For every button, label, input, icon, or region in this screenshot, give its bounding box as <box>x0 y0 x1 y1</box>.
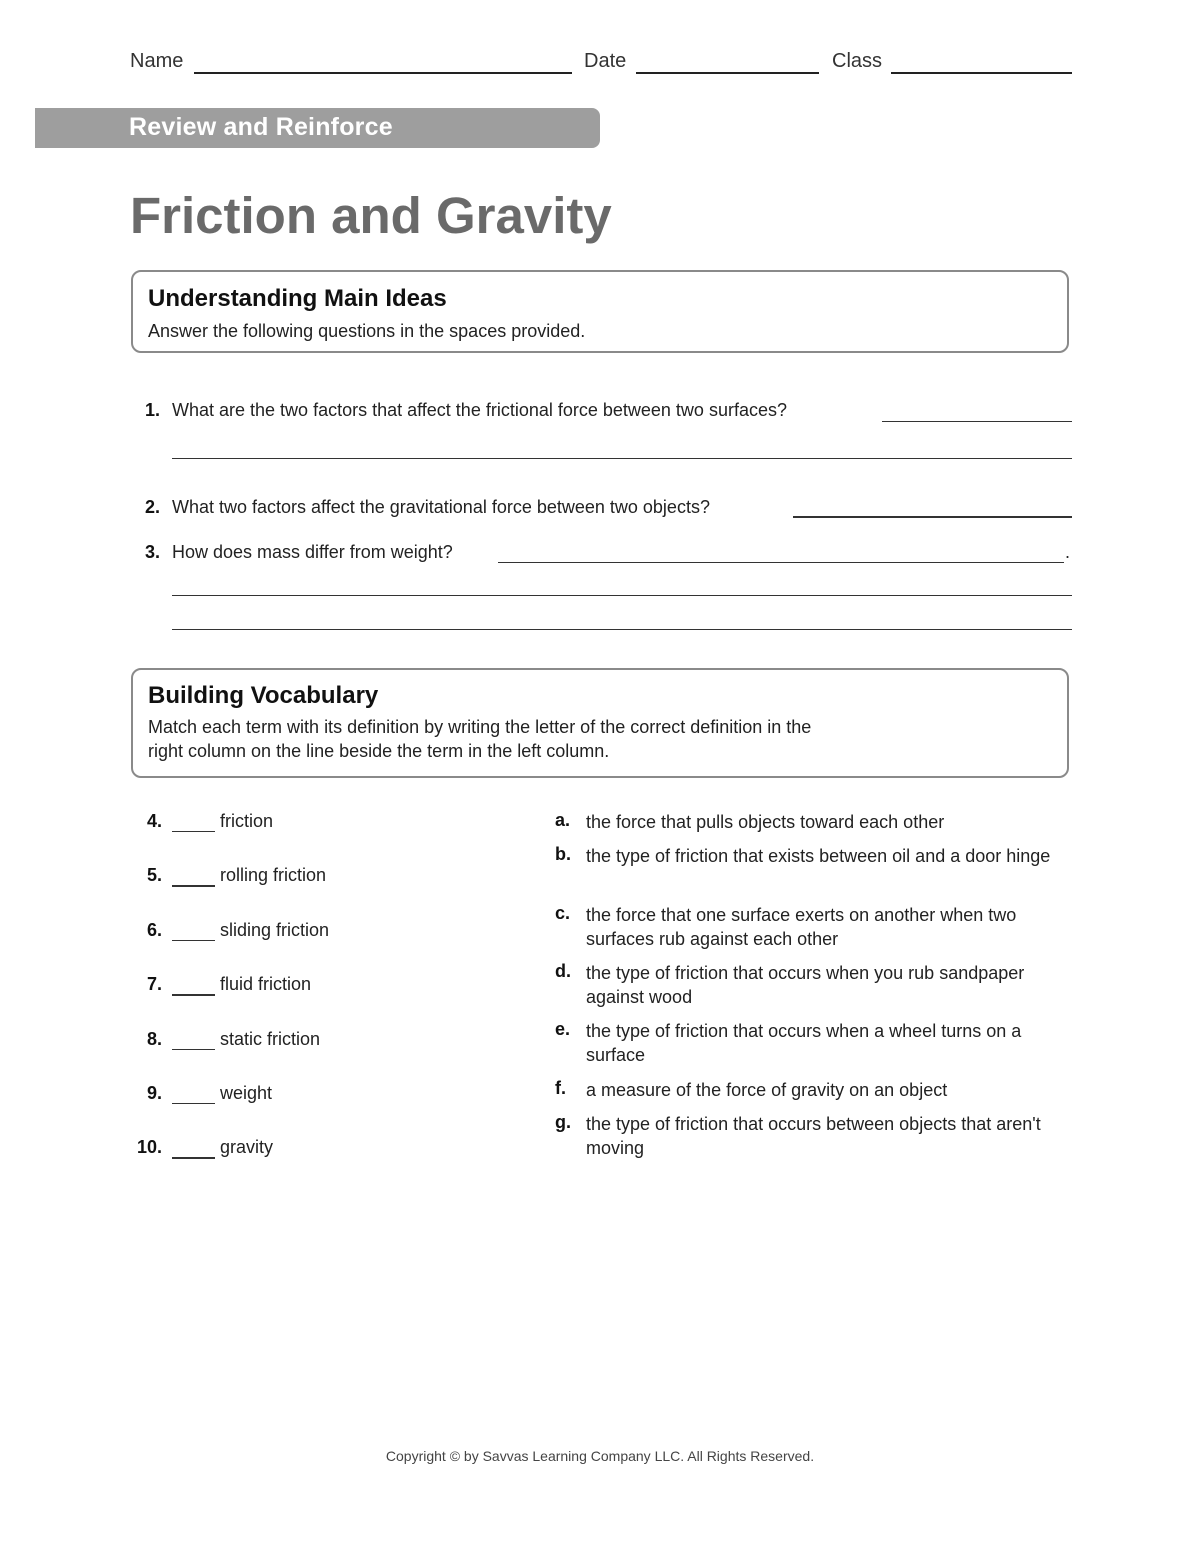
definition-letter: a. <box>555 810 571 830</box>
main-ideas-box <box>131 270 1069 353</box>
name-label: Name <box>130 50 184 72</box>
term-answer-blank[interactable] <box>172 885 215 887</box>
definition-letter: c. <box>555 903 571 923</box>
term-answer-blank[interactable] <box>172 940 215 941</box>
question-number: 2. <box>144 497 160 517</box>
question-period: . <box>1065 542 1071 562</box>
definition-text: the force that one surface exerts on another when two surfaces rub against each other <box>586 905 1017 949</box>
definition-letter: f. <box>555 1078 566 1098</box>
answer-line[interactable] <box>172 458 1072 459</box>
answer-line[interactable] <box>172 629 1072 630</box>
definition-text: the type of friction that exists between oil and a door hinge <box>586 846 1051 866</box>
answer-line[interactable] <box>882 421 1072 422</box>
answer-line[interactable] <box>172 595 1072 596</box>
term-number: 7. <box>146 974 162 994</box>
class-field-line[interactable] <box>891 72 1072 74</box>
vocabulary-box <box>131 668 1069 778</box>
term-number: 4. <box>146 811 162 831</box>
review-banner <box>35 108 600 148</box>
term-answer-blank[interactable] <box>172 831 215 832</box>
definition-text: the type of friction that occurs when a wheel turns on a surface <box>586 1021 1022 1065</box>
term-number: 9. <box>146 1083 162 1103</box>
term-number: 10. <box>136 1137 162 1157</box>
term-text: friction <box>220 811 274 831</box>
definition-letter: b. <box>555 844 571 864</box>
date-field-line[interactable] <box>636 72 819 74</box>
question-text: What two factors affect the gravitational force between two objects? <box>172 497 710 517</box>
definition-text: the type of friction that occurs when you rub sandpaper against wood <box>586 963 1025 1007</box>
term-text: sliding friction <box>220 920 330 940</box>
definition-text: the type of friction that occurs between objects that aren't moving <box>586 1114 1041 1158</box>
definition-letter: d. <box>555 961 571 981</box>
term-text: rolling friction <box>220 865 327 885</box>
term-number: 5. <box>146 865 162 885</box>
term-number: 8. <box>146 1029 162 1049</box>
answer-line[interactable] <box>498 562 1064 563</box>
definition-text: the force that pulls objects toward each other <box>586 812 945 832</box>
term-text: gravity <box>220 1137 274 1157</box>
copyright-footer: Copyright © by Savvas Learning Company LLC. All Rights Reserved. <box>385 1448 815 1464</box>
term-text: static friction <box>220 1029 321 1049</box>
definition-text: a measure of the force of gravity on an object <box>586 1080 948 1100</box>
question-text: How does mass differ from weight? <box>172 542 453 562</box>
name-field-line[interactable] <box>194 72 572 74</box>
term-answer-blank[interactable] <box>172 1103 215 1104</box>
class-label: Class <box>832 50 883 72</box>
vocabulary-instructions-line2: right column on the line beside the term in the left column. <box>148 741 610 761</box>
definition-letter: g. <box>555 1112 571 1132</box>
main-ideas-title: Understanding Main Ideas <box>148 285 447 312</box>
term-number: 6. <box>146 920 162 940</box>
term-text: weight <box>220 1083 273 1103</box>
banner-text: Review and Reinforce <box>129 113 393 141</box>
vocabulary-title: Building Vocabulary <box>148 682 379 709</box>
term-answer-blank[interactable] <box>172 1049 215 1050</box>
term-answer-blank[interactable] <box>172 1157 215 1159</box>
vocabulary-instructions-line1: Match each term with its definition by writing the letter of the correct definition in the <box>148 717 812 737</box>
definition-letter: e. <box>555 1019 571 1039</box>
term-answer-blank[interactable] <box>172 994 215 996</box>
page-title: Friction and Gravity <box>130 187 612 244</box>
question-number: 3. <box>144 542 160 562</box>
date-label: Date <box>584 50 627 72</box>
main-ideas-instructions: Answer the following questions in the spaces provided. <box>148 321 586 341</box>
question-text: What are the two factors that affect the frictional force between two surfaces? <box>172 400 787 420</box>
question-number: 1. <box>144 400 160 420</box>
term-text: fluid friction <box>220 974 312 994</box>
answer-line[interactable] <box>793 516 1072 518</box>
